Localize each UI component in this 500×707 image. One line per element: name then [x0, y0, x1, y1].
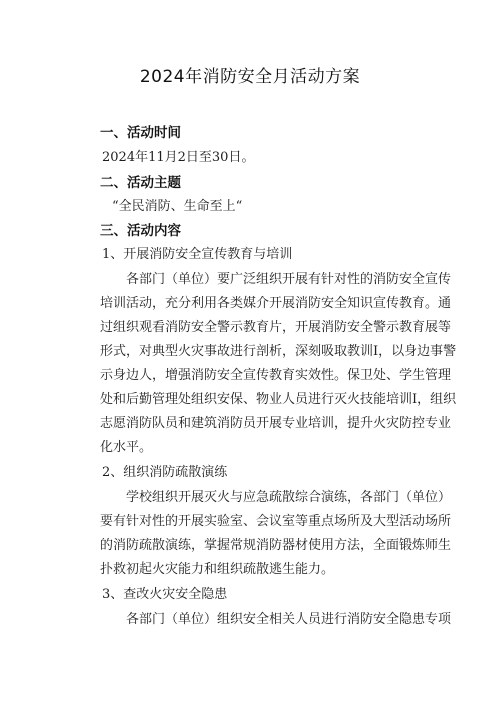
section-heading-theme: 二、活动主题: [100, 175, 181, 191]
subsection-heading-training: 1、开展消防安全宣传教育与培训: [102, 247, 293, 262]
paragraph-line: 各部门（单位）要广泛组织开展有针对性的消防安全宣传: [126, 272, 452, 287]
paragraph-line: 各部门（单位）组织安全相关人员进行消防安全隐患专项: [126, 612, 452, 627]
paragraph-line: 要有针对性的开展实验室、会议室等重点场所及大型活动场所: [100, 514, 452, 529]
document-title: 2024年消防安全月活动方案: [139, 67, 361, 87]
paragraph-line: 培训活动，充分利用各类媒介开展消防安全知识宣传教育。通: [100, 296, 452, 311]
subsection-heading-hazards: 3、查改火灾安全隐患: [102, 587, 228, 602]
paragraph-line: 形式，对典型火灾事故进行剖析，深刻吸取教训I，以身边事警: [100, 344, 457, 359]
activity-time-text: 2024年11月2日至30日。: [102, 150, 255, 165]
paragraph-line: 学校组织开展灭火与应急疏散综合演练，各部门（单位）: [126, 490, 452, 505]
paragraph-line: 处和后勤管理处组织安保、物业人员进行灭火技能培训I，组织: [100, 392, 457, 407]
paragraph-line: 志愿消防队员和建筑消防员开展专业培训，提升火灾防控专业: [100, 416, 452, 431]
subsection-heading-drill: 2、组织消防疏散演练: [102, 465, 228, 480]
activity-theme-text: “全民消防、生命至上“: [112, 199, 243, 214]
paragraph-line: 化水平。: [100, 440, 153, 455]
paragraph-line: 示身边人，增强消防安全宣传教育实效性。保卫处、学生管理: [100, 368, 452, 383]
paragraph-line: 过组织观看消防安全警示教育片，开展消防安全警示教育展等: [100, 320, 452, 335]
paragraph-line: 的消防疏散演练，掌握常规消防器材使用方法，全面锻炼师生: [100, 538, 452, 553]
section-heading-time: 一、活动时间: [100, 125, 181, 141]
paragraph-line: 扑救初起火灾能力和组织疏散逃生能力。: [100, 562, 335, 577]
section-heading-content: 三、活动内容: [100, 223, 181, 239]
